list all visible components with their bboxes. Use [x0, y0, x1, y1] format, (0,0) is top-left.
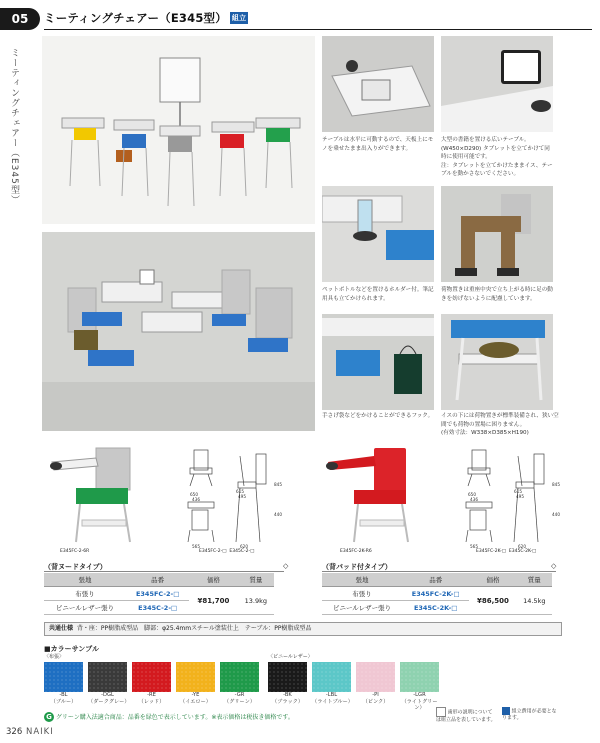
cell-code: E345FC-2K-□: [402, 587, 469, 601]
col-code: 品番: [402, 573, 469, 587]
padded-type-title: （背パッド付タイプ）: [322, 563, 392, 571]
swatch-name: （ピンク）: [362, 698, 389, 705]
swatch-name: （イエロー）: [180, 698, 211, 705]
chair-padded-back-image: [322, 444, 422, 548]
nude-diamond-icon: ◇: [283, 562, 289, 570]
swatch-color-box: [400, 662, 439, 692]
swatch-color-box: [132, 662, 171, 692]
swatch-code: -PI: [372, 692, 379, 698]
cell-price: ¥86,500: [469, 587, 516, 615]
legend-assembly: [436, 707, 496, 724]
cell-code: E345C-2-□: [126, 601, 189, 615]
dim-left-w3: 615: [236, 489, 244, 494]
col-material: 張地: [322, 573, 402, 587]
table-row: [44, 587, 274, 601]
col-material: 張地: [44, 573, 126, 587]
dimension-drawing-left: [180, 446, 300, 551]
dim-right-h2: 440: [552, 512, 560, 517]
green-g-icon: G: [44, 712, 54, 722]
legend-text-1: 歯形の説明については組立品を表しています。: [436, 709, 496, 723]
swatch-code: -DGL: [101, 692, 114, 698]
dim-left-b1: 565: [192, 544, 200, 549]
swatch-name: （ダークグレー）: [88, 698, 130, 705]
dim-right-w1: 650: [468, 492, 476, 497]
under-seat-storage-photo: [441, 314, 553, 410]
padded-type-rule: [322, 571, 556, 572]
color-sample-title: ■カラーサンプル: [44, 645, 99, 653]
bag-hook-photo: [322, 314, 434, 410]
col-price: 価格: [469, 573, 516, 587]
cell-material: ビニールレザー張り: [322, 601, 402, 615]
dim-right-model-labels: E345FC-2K-□ E345C-2K-□: [476, 549, 537, 554]
fabric-swatch-row: [44, 662, 259, 705]
cell-price: ¥81,700: [189, 587, 237, 615]
swatch-code: -RE: [147, 692, 156, 698]
meeting-room-photo-middle: [42, 232, 315, 431]
page-title: [44, 10, 248, 26]
tablet-table-photo: [441, 36, 553, 132]
legend-assembly-fee: [502, 707, 558, 722]
chair-padded-model-label: E345FC-2K-R6: [340, 549, 372, 554]
swatch-code: -LGR: [413, 692, 426, 698]
meeting-room-photo-top: [42, 36, 315, 224]
caption-tablet-table: 大型の書籍を置ける広いテーブル。(W450×D290) タブレットを立てかけて同時に使用可能です。 注：タブレットを立てかけたままイス、テーブルを動かさないでください。: [441, 137, 553, 178]
dim-left-h2: 440: [274, 512, 282, 517]
legend-icon-2: [502, 707, 510, 715]
swatch-name: （グリーン）: [223, 698, 256, 705]
dim-right-h1: 845: [552, 482, 560, 487]
table-row: [322, 587, 552, 601]
cell-weight: 14.5kg: [517, 587, 552, 615]
cell-material: 布張り: [322, 587, 402, 601]
page-title-text: ミーティングチェアー（E345型）: [44, 11, 227, 25]
color-swatch: [132, 662, 171, 705]
cell-code: E345FC-2-□: [126, 587, 189, 601]
fabric-group-label: 〈布張〉: [44, 654, 65, 660]
cell-code: E345C-2K-□: [402, 601, 469, 615]
dim-left-b2: 620: [240, 544, 248, 549]
color-swatch: [268, 662, 307, 712]
caption-table-swivel: テーブルは水平に可動するので、天板上にモノを乗せたまま出入りができます。: [322, 137, 434, 152]
dim-left-w4: 495: [238, 494, 246, 499]
caption-bag-hook: 手さげ袋などをかけることができるフック。: [322, 413, 434, 419]
nude-type-rule: [44, 571, 284, 572]
dim-right-w3: 615: [514, 489, 522, 494]
brand-name: NAIKI: [26, 727, 54, 737]
swatch-name: （ブルー）: [50, 698, 77, 705]
swatch-code: -GR: [234, 692, 245, 698]
dim-left-h1: 845: [274, 482, 282, 487]
padded-diamond-icon: ◇: [551, 562, 557, 570]
assembly-badge: 組立: [231, 14, 247, 22]
swatch-name: （ブラック）: [271, 698, 304, 705]
swatch-color-box: [88, 662, 127, 692]
cell-material: ビニールレザー張り: [44, 601, 126, 615]
legend-text-2: 組立費用が必要となります。: [502, 708, 557, 721]
dim-left-w2: 436: [192, 497, 200, 502]
dim-left-model-labels: E345FC-2-□ E345C-2-□: [199, 549, 255, 554]
color-swatch: [312, 662, 351, 712]
caption-under-seat-storage: イスの下には荷物置きが標準装備され、狭い空間でも荷物の置場に困りません。 (有効寸法：W338×D385×H190): [441, 413, 559, 437]
price-table-nude: [44, 573, 274, 615]
cell-weight: 13.9kg: [238, 587, 274, 615]
swatch-code: -LBL: [325, 692, 338, 698]
side-vertical-label: ミーティングチェアー（E345型）: [9, 48, 19, 205]
swatch-name: （レッド）: [138, 698, 165, 705]
swatch-name: （ライトグリーン）: [401, 698, 438, 711]
dim-right-b1: 565: [470, 544, 478, 549]
color-swatch: [356, 662, 395, 712]
dimension-drawing-right: [458, 446, 578, 551]
swatch-name: （ライトブルー）: [312, 698, 353, 705]
common-spec-label: 共通仕様: [49, 625, 74, 632]
swatch-color-box: [268, 662, 307, 692]
col-weight: 質量: [238, 573, 274, 587]
green-purchase-note: [44, 712, 424, 722]
chair-nude-back-image: [46, 444, 146, 548]
price-table-padded: [322, 573, 552, 615]
swatch-code: -BK: [283, 692, 292, 698]
dim-right-w2: 436: [470, 497, 478, 502]
caption-bottle-holder: ペットボトルなどを置けるホルダー付。筆記用具も立てかけられます。: [322, 287, 434, 302]
table-swivel-photo: [322, 36, 434, 132]
color-swatch: [400, 662, 439, 712]
swatch-color-box: [356, 662, 395, 692]
dim-right-b2: 620: [518, 544, 526, 549]
bottle-holder-photo: [322, 186, 434, 282]
swatch-code: -YE: [191, 692, 200, 698]
dim-right-w4: 495: [516, 494, 524, 499]
color-swatch: [88, 662, 130, 705]
col-price: 価格: [189, 573, 237, 587]
cell-material: 布張り: [44, 587, 126, 601]
swatch-color-box: [312, 662, 351, 692]
swatch-code: -BL: [59, 692, 68, 698]
nude-type-title: （背ヌードタイプ）: [44, 563, 107, 571]
color-swatch: [176, 662, 215, 705]
legend-icon-1: [436, 707, 446, 717]
page-section-tab: 05: [0, 8, 40, 30]
vinyl-group-label: 〈ビニールレザー〉: [268, 654, 313, 660]
col-code: 品番: [126, 573, 189, 587]
header-divider: [44, 29, 592, 30]
swatch-color-box: [44, 662, 83, 692]
common-spec-box: [44, 622, 562, 636]
chair-nude-model-label: E345FC-2-6R: [60, 549, 90, 554]
page-number: 326: [6, 727, 23, 737]
swatch-color-box: [220, 662, 259, 692]
color-swatch: [220, 662, 259, 705]
green-purchase-text: グリーン購入法適合商品：品番を緑色で表示しています。※表示価格は税抜き価格です。: [55, 714, 294, 721]
caption-legroom: 荷物置きは重座中央で立ち上がる時に足の動きを妨げないように配慮しています。: [441, 287, 553, 302]
common-spec-text: 背・座：PP樹脂成型品 脚部：φ25.4mmスチール塗装仕上 テーブル：PP樹脂成型品: [76, 625, 312, 632]
color-swatch: [44, 662, 83, 705]
vinyl-swatch-row: [268, 662, 439, 712]
dim-left-w1: 650: [190, 492, 198, 497]
col-weight: 質量: [517, 573, 552, 587]
seated-legroom-photo: [441, 186, 553, 282]
swatch-color-box: [176, 662, 215, 692]
